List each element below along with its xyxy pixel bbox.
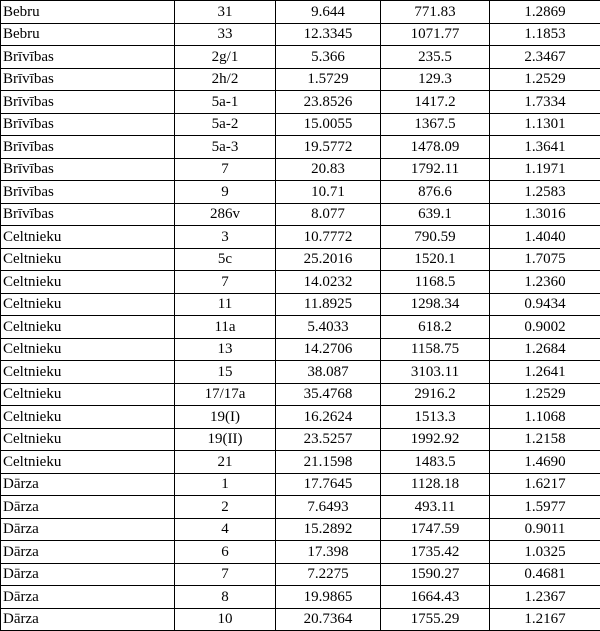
value-3-cell[interactable]: 1.5977 [490,496,600,519]
value-3-cell[interactable]: 1.2583 [490,181,600,204]
street-cell[interactable]: Celtnieku [1,226,175,249]
house-number-cell[interactable]: 286v [175,203,276,226]
house-number-cell[interactable]: 10 [175,608,276,631]
table-row [1,541,600,564]
value-1-cell[interactable]: 15.2892 [276,518,381,541]
value-2-cell[interactable]: 1792.11 [381,158,490,181]
house-number-cell[interactable]: 13 [175,338,276,361]
value-2-cell[interactable]: 618.2 [381,316,490,339]
value-1-cell[interactable]: 5.366 [276,46,381,69]
value-3-cell[interactable]: 1.1068 [490,406,600,429]
value-2-cell[interactable]: 1664.43 [381,586,490,609]
house-number-cell[interactable]: 4 [175,518,276,541]
value-3-cell[interactable]: 1.2167 [490,608,600,631]
table-row [1,181,600,204]
value-1-cell[interactable]: 19.9865 [276,586,381,609]
table-row [1,608,600,631]
house-number-cell[interactable]: 8 [175,586,276,609]
value-1-cell[interactable]: 17.7645 [276,473,381,496]
street-cell[interactable]: Brīvības [1,68,175,91]
value-3-cell[interactable]: 1.4690 [490,451,600,474]
value-3-cell[interactable]: 0.9011 [490,518,600,541]
house-number-cell[interactable]: 11 [175,293,276,316]
street-cell[interactable]: Brīvības [1,158,175,181]
street-cell[interactable]: Brīvības [1,46,175,69]
value-2-cell[interactable]: 1298.34 [381,293,490,316]
house-number-cell[interactable]: 5a-1 [175,91,276,114]
value-3-cell[interactable]: 1.2641 [490,361,600,384]
value-3-cell[interactable]: 1.3641 [490,136,600,159]
street-cell[interactable]: Celtnieku [1,248,175,271]
house-number-cell[interactable]: 9 [175,181,276,204]
value-2-cell[interactable]: 1478.09 [381,136,490,159]
house-number-cell[interactable]: 7 [175,563,276,586]
house-number-cell[interactable]: 7 [175,271,276,294]
street-cell[interactable]: Celtnieku [1,383,175,406]
house-number-cell[interactable]: 31 [175,1,276,24]
street-cell[interactable]: Brīvības [1,91,175,114]
value-2-cell[interactable]: 1168.5 [381,271,490,294]
street-cell[interactable]: Celtnieku [1,293,175,316]
house-number-cell[interactable]: 5a-3 [175,136,276,159]
street-cell[interactable]: Dārza [1,473,175,496]
value-2-cell[interactable]: 1158.75 [381,338,490,361]
value-3-cell[interactable]: 1.3016 [490,203,600,226]
value-1-cell[interactable]: 16.2624 [276,406,381,429]
value-2-cell[interactable]: 1992.92 [381,428,490,451]
table-row [1,113,600,136]
house-number-cell[interactable]: 7 [175,158,276,181]
street-cell[interactable]: Celtnieku [1,451,175,474]
street-cell[interactable]: Celtnieku [1,361,175,384]
value-3-cell[interactable]: 1.2360 [490,271,600,294]
value-1-cell[interactable]: 14.2706 [276,338,381,361]
value-1-cell[interactable]: 5.4033 [276,316,381,339]
value-1-cell[interactable]: 23.5257 [276,428,381,451]
value-1-cell[interactable]: 10.71 [276,181,381,204]
house-number-cell[interactable]: 6 [175,541,276,564]
value-1-cell[interactable]: 23.8526 [276,91,381,114]
table-row [1,271,600,294]
house-number-cell[interactable]: 2g/1 [175,46,276,69]
table-row [1,46,600,69]
house-number-cell[interactable]: 19(II) [175,428,276,451]
value-1-cell[interactable]: 10.7772 [276,226,381,249]
value-2-cell[interactable]: 1367.5 [381,113,490,136]
value-1-cell[interactable]: 8.077 [276,203,381,226]
street-cell[interactable]: Dārza [1,541,175,564]
value-3-cell[interactable]: 1.2869 [490,1,600,24]
value-1-cell[interactable]: 25.2016 [276,248,381,271]
street-cell[interactable]: Brīvības [1,203,175,226]
value-3-cell[interactable]: 1.1853 [490,23,600,46]
value-1-cell[interactable]: 7.6493 [276,496,381,519]
value-3-cell[interactable]: 1.6217 [490,473,600,496]
value-2-cell[interactable]: 1417.2 [381,91,490,114]
value-1-cell[interactable]: 19.5772 [276,136,381,159]
value-2-cell[interactable]: 876.6 [381,181,490,204]
street-cell[interactable]: Celtnieku [1,316,175,339]
table-row [1,248,600,271]
street-cell[interactable]: Celtnieku [1,428,175,451]
value-2-cell[interactable]: 129.3 [381,68,490,91]
value-3-cell[interactable]: 1.2684 [490,338,600,361]
house-number-cell[interactable]: 5a-2 [175,113,276,136]
value-2-cell[interactable]: 1755.29 [381,608,490,631]
value-1-cell[interactable]: 7.2275 [276,563,381,586]
value-1-cell[interactable]: 38.087 [276,361,381,384]
table-row [1,451,600,474]
value-3-cell[interactable]: 2.3467 [490,46,600,69]
value-2-cell[interactable]: 790.59 [381,226,490,249]
value-2-cell[interactable]: 235.5 [381,46,490,69]
table-body [1,1,600,631]
table-row [1,473,600,496]
value-2-cell[interactable]: 2916.2 [381,383,490,406]
table-row [1,203,600,226]
table-row [1,158,600,181]
value-3-cell[interactable]: 1.0325 [490,541,600,564]
street-cell[interactable]: Dārza [1,518,175,541]
value-1-cell[interactable]: 9.644 [276,1,381,24]
street-cell[interactable]: Dārza [1,563,175,586]
street-cell[interactable]: Celtnieku [1,338,175,361]
table-row [1,1,600,24]
street-cell[interactable]: Celtnieku [1,271,175,294]
value-1-cell[interactable]: 12.3345 [276,23,381,46]
street-cell[interactable]: Bebru [1,1,175,24]
table-row [1,68,600,91]
street-cell[interactable]: Brīvības [1,113,175,136]
value-3-cell[interactable]: 1.2158 [490,428,600,451]
table-row [1,316,600,339]
table-row [1,496,600,519]
table-row [1,428,600,451]
value-1-cell[interactable]: 21.1598 [276,451,381,474]
house-number-cell[interactable]: 1 [175,473,276,496]
street-cell[interactable]: Dārza [1,496,175,519]
value-3-cell[interactable]: 1.7075 [490,248,600,271]
house-number-cell[interactable]: 3 [175,226,276,249]
table-row [1,518,600,541]
value-3-cell[interactable]: 1.4040 [490,226,600,249]
house-number-cell[interactable]: 17/17a [175,383,276,406]
house-number-cell[interactable]: 21 [175,451,276,474]
table-row [1,226,600,249]
value-2-cell[interactable]: 1735.42 [381,541,490,564]
house-number-cell[interactable]: 19(I) [175,406,276,429]
value-1-cell[interactable]: 14.0232 [276,271,381,294]
table-row [1,23,600,46]
street-cell[interactable]: Dārza [1,586,175,609]
value-3-cell[interactable]: 1.2529 [490,68,600,91]
table-row [1,91,600,114]
value-2-cell[interactable]: 1747.59 [381,518,490,541]
street-cell[interactable]: Dārza [1,608,175,631]
house-number-cell[interactable]: 15 [175,361,276,384]
value-2-cell[interactable]: 1520.1 [381,248,490,271]
value-3-cell[interactable]: 1.1971 [490,158,600,181]
value-2-cell[interactable]: 1483.5 [381,451,490,474]
street-cell[interactable]: Celtnieku [1,406,175,429]
house-number-cell[interactable]: 33 [175,23,276,46]
house-number-cell[interactable]: 11a [175,316,276,339]
value-1-cell[interactable]: 17.398 [276,541,381,564]
table-row [1,563,600,586]
value-2-cell[interactable]: 771.83 [381,1,490,24]
house-number-cell[interactable]: 5c [175,248,276,271]
table-row [1,383,600,406]
value-3-cell[interactable]: 0.9002 [490,316,600,339]
house-number-cell[interactable]: 2 [175,496,276,519]
value-2-cell[interactable]: 1513.3 [381,406,490,429]
value-1-cell[interactable]: 35.4768 [276,383,381,406]
table-row [1,293,600,316]
table-row [1,136,600,159]
value-1-cell[interactable]: 20.7364 [276,608,381,631]
table-row [1,361,600,384]
value-2-cell[interactable]: 3103.11 [381,361,490,384]
value-2-cell[interactable]: 493.11 [381,496,490,519]
value-2-cell[interactable]: 1071.77 [381,23,490,46]
value-2-cell[interactable]: 1590.27 [381,563,490,586]
value-3-cell[interactable]: 1.2529 [490,383,600,406]
table-row [1,338,600,361]
value-2-cell[interactable]: 1128.18 [381,473,490,496]
value-1-cell[interactable]: 20.83 [276,158,381,181]
value-1-cell[interactable]: 1.5729 [276,68,381,91]
value-3-cell[interactable]: 1.7334 [490,91,600,114]
value-2-cell[interactable]: 639.1 [381,203,490,226]
street-cell[interactable]: Brīvības [1,181,175,204]
house-number-cell[interactable]: 2h/2 [175,68,276,91]
value-3-cell[interactable]: 1.1301 [490,113,600,136]
street-cell[interactable]: Brīvības [1,136,175,159]
value-3-cell[interactable]: 0.9434 [490,293,600,316]
value-1-cell[interactable]: 15.0055 [276,113,381,136]
value-1-cell[interactable]: 11.8925 [276,293,381,316]
street-cell[interactable]: Bebru [1,23,175,46]
table-row [1,406,600,429]
value-3-cell[interactable]: 1.2367 [490,586,600,609]
value-3-cell[interactable]: 0.4681 [490,563,600,586]
